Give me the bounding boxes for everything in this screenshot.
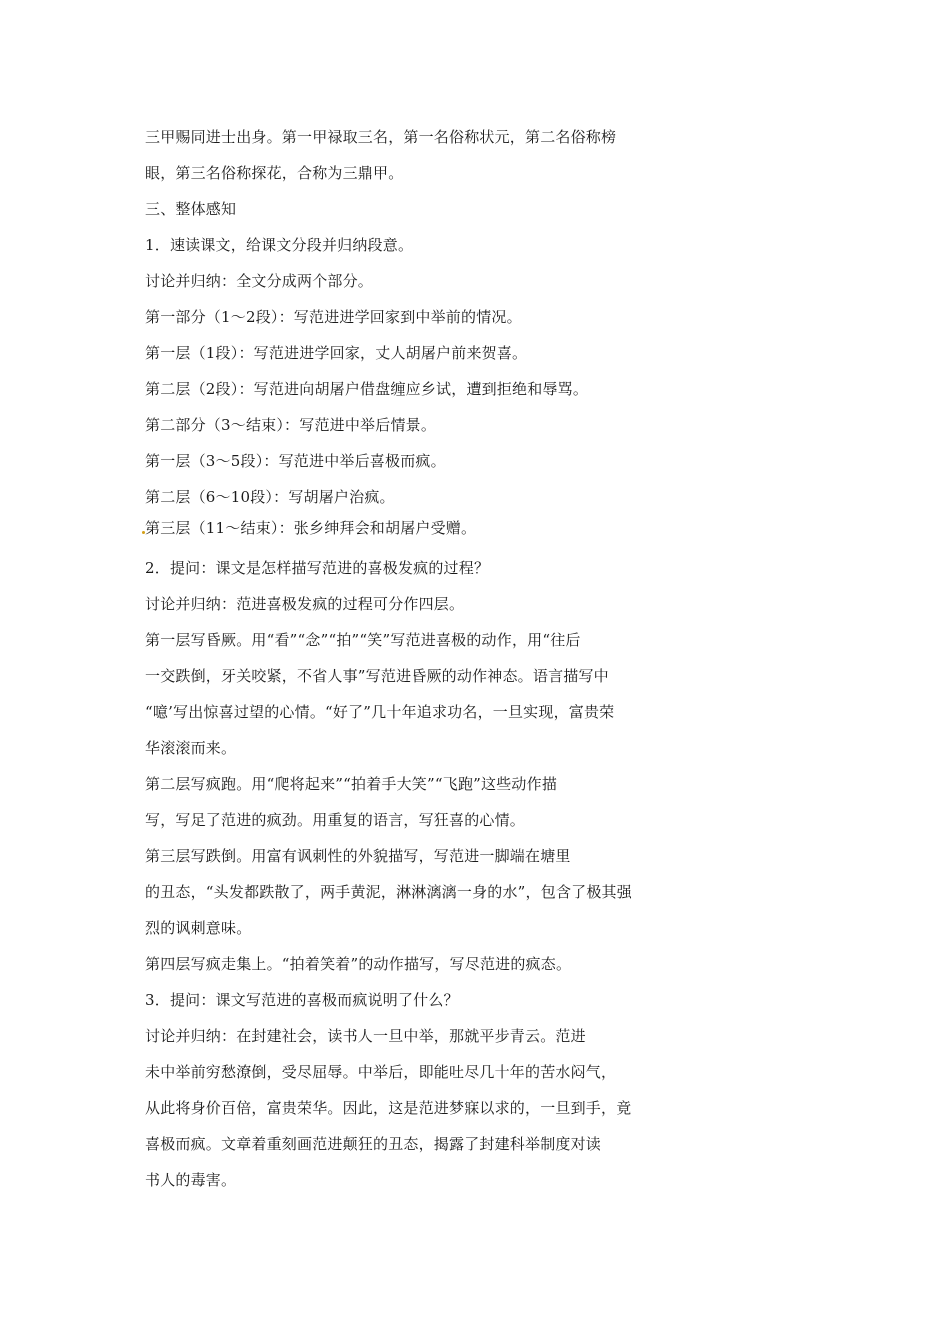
text-line-10: 第一层（3～5段）：写范进中举后喜极而疯。 — [145, 452, 446, 470]
text-line-22: 的丑态，“头发都跌散了，两手黄泥，淋淋漓漓一身的水”，包含了极其强 — [145, 883, 632, 901]
text-line-14: 讨论并归纳：范进喜极发疯的过程可分作四层。 — [145, 595, 465, 613]
text-line-23: 烈的讽刺意味。 — [145, 919, 252, 937]
text-line-12: 第三层（11～结束）：张乡绅拜会和胡屠户受赠。 — [145, 519, 477, 537]
text-line-24: 第四层写疯走集上。“拍着笑着”的动作描写，写尽范进的疯态。 — [145, 955, 572, 973]
text-line-8: 第二层（2段）：写范进向胡屠户借盘缠应乡试，遭到拒绝和辱骂。 — [145, 380, 589, 398]
text-line-18: 华滚滚而来。 — [145, 739, 237, 757]
text-line-29: 喜极而疯。文章着重刻画范进颠狂的丑态，揭露了封建科举制度对读 — [145, 1135, 602, 1153]
text-line-16: 一交跌倒，牙关咬紧，不省人事”写范进昏厥的动作神态。语言描写中 — [145, 667, 609, 685]
question-1: 1．速读课文，给课文分段并归纳段意。 — [145, 236, 414, 254]
text-line-27: 未中举前穷愁潦倒，受尽屈辱。中举后，即能吐尽几十年的苦水闷气， — [145, 1063, 617, 1081]
text-line-15: 第一层写昏厥。用“看”“念”“拍”“笑”写范进喜极的动作，用“往后 — [145, 631, 581, 649]
text-line-20: 写，写足了范进的疯劲。用重复的语言，写狂喜的心情。 — [145, 811, 526, 829]
text-line-11: 第二层（6～10段）：写胡屠户治疯。 — [145, 488, 395, 506]
text-line-2: 眼，第三名俗称探花，合称为三鼎甲。 — [145, 164, 404, 182]
text-line-7: 第一层（1段）：写范进进学回家，丈人胡屠户前来贺喜。 — [145, 344, 528, 362]
text-line-28: 从此将身价百倍，富贵荣华。因此，这是范进梦寐以求的，一旦到手，竟 — [145, 1099, 632, 1117]
question-2: 2．提问：课文是怎样描写范进的喜极发疯的过程？ — [145, 559, 490, 577]
text-line-30: 书人的毒害。 — [145, 1171, 237, 1189]
text-line-21: 第三层写跌倒。用富有讽刺性的外貌描写，写范进一脚端在塘里 — [145, 847, 571, 865]
text-line-9: 第二部分（3～结束）：写范进中举后情景。 — [145, 416, 437, 434]
text-line-1: 三甲赐同进士出身。第一甲禄取三名，第一名俗称状元，第二名俗称榜 — [145, 128, 617, 146]
text-line-19: 第二层写疯跑。用“爬将起来”“拍着手大笑”“飞跑”这些动作描 — [145, 775, 558, 793]
question-3: 3．提问：课文写范进的喜极而疯说明了什么？ — [145, 991, 459, 1009]
text-line-17: “噫’写出惊喜过望的心情。“好了”几十年追求功名，一旦实现，富贵荣 — [145, 703, 615, 721]
section-heading: 三、整体感知 — [145, 200, 237, 218]
text-line-6: 第一部分（1～2段）：写范进进学回家到中举前的情况。 — [145, 308, 522, 326]
text-line-5: 讨论并归纳：全文分成两个部分。 — [145, 272, 374, 290]
text-line-26: 讨论并归纳：在封建社会，读书人一旦中举，那就平步青云。范进 — [145, 1027, 586, 1045]
